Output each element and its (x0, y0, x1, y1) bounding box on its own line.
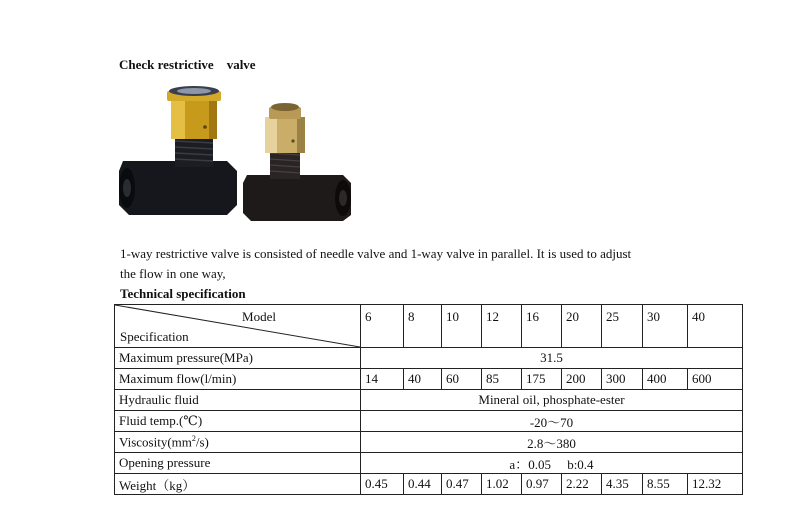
row-label: Maximum flow(l/min) (115, 369, 361, 390)
model-cell: 16 (522, 305, 562, 348)
row-value: 31.5 (361, 348, 743, 369)
flow-cell: 85 (482, 369, 522, 390)
flow-cell: 175 (522, 369, 562, 390)
viscosity-label-suffix: /s) (195, 434, 209, 450)
model-cell: 30 (643, 305, 688, 348)
model-cell: 12 (482, 305, 522, 348)
row-label: Hydraulic fluid (115, 390, 361, 411)
flow-cell: 300 (602, 369, 643, 390)
weight-cell: 12.32 (688, 474, 743, 495)
weight-cell: 0.44 (404, 474, 442, 495)
weight-cell: 0.97 (522, 474, 562, 495)
model-cell: 8 (404, 305, 442, 348)
page-title: Check restrictive valve (119, 57, 256, 72)
model-cell: 10 (442, 305, 482, 348)
table-row (115, 348, 743, 369)
model-cell: 6 (361, 305, 404, 348)
spec-table (114, 304, 743, 495)
model-label: Model (242, 309, 276, 324)
weight-cell: 0.47 (442, 474, 482, 495)
weight-cell: 4.35 (602, 474, 643, 495)
weight-cell: 2.22 (562, 474, 602, 495)
description-line: 1-way restrictive valve is consisted of needle valve and 1-way valve in parallel. It is used to adjust (120, 246, 632, 261)
model-cell: 40 (688, 305, 743, 348)
flow-cell: 400 (643, 369, 688, 390)
row-label (115, 432, 361, 453)
table-row (115, 474, 743, 495)
model-cell: 25 (602, 305, 643, 348)
row-label: Fluid temp.(℃) (115, 411, 361, 432)
table-header-row (115, 305, 743, 348)
row-label: Maximum pressure(MPa) (115, 348, 361, 369)
flow-cell: 60 (442, 369, 482, 390)
row-label: Weight（kg） (115, 474, 361, 495)
weight-cell: 1.02 (482, 474, 522, 495)
weight-cell: 8.55 (643, 474, 688, 495)
table-row (115, 411, 743, 432)
row-value: -20～70 (361, 411, 743, 432)
flow-cell: 600 (688, 369, 743, 390)
section-heading: Technical specification (120, 286, 246, 301)
row-value: 2.8～380 (361, 432, 743, 453)
valve-product-photo (115, 83, 375, 223)
row-value: Mineral oil, phosphate-ester (361, 390, 743, 411)
row-label: Opening pressure (115, 453, 361, 474)
table-row (115, 369, 743, 390)
viscosity-label-prefix: Viscosity(mm (119, 434, 192, 450)
model-cell: 20 (562, 305, 602, 348)
flow-cell: 14 (361, 369, 404, 390)
specification-label: Specification (120, 329, 189, 344)
description-paragraph (120, 244, 760, 284)
description-line: the flow in one way, (120, 266, 226, 281)
table-row (115, 432, 743, 453)
flow-cell: 40 (404, 369, 442, 390)
weight-cell: 0.45 (361, 474, 404, 495)
model-spec-header-cell (115, 305, 361, 348)
flow-cell: 200 (562, 369, 602, 390)
table-row (115, 390, 743, 411)
viscosity-label-sup: 2 (191, 433, 196, 443)
row-value: a：0.05 b:0.4 (361, 453, 743, 474)
table-row (115, 453, 743, 474)
